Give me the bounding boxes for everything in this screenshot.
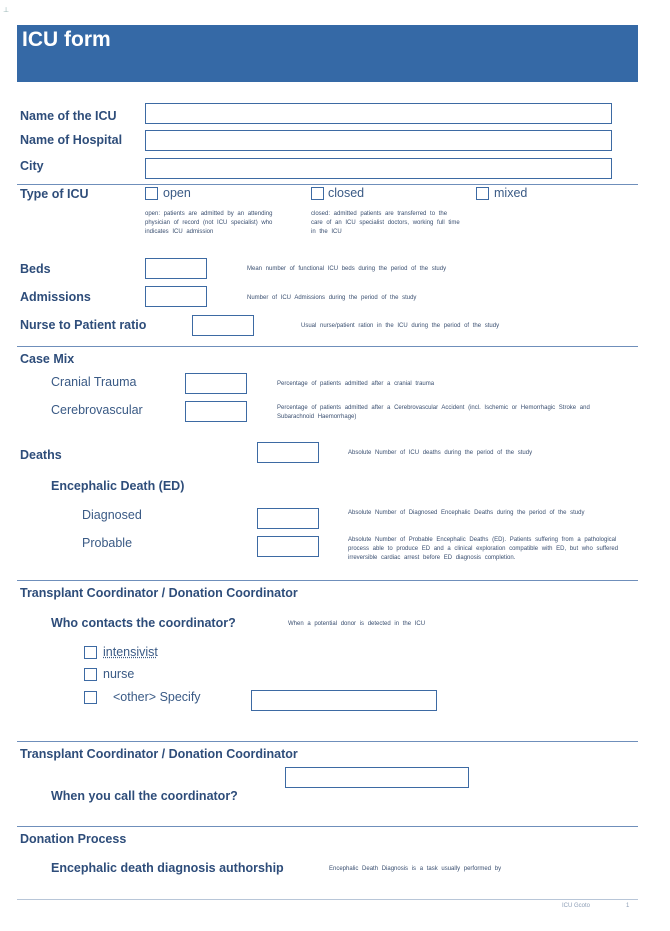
when-call-question: When you call the coordinator? xyxy=(51,789,238,803)
nurse-ratio-note: Usual nurse/patient ration in the ICU during the period of the study xyxy=(301,323,500,329)
label-hospital-name: Name of Hospital xyxy=(20,133,123,147)
page-corner-mark: ⊥ xyxy=(3,7,10,14)
page-number: 1 xyxy=(626,903,630,909)
intensivist-checkbox[interactable] xyxy=(84,646,97,659)
divider xyxy=(17,184,638,185)
label-nurse-ratio: Nurse to Patient ratio xyxy=(20,318,147,332)
footer-divider xyxy=(17,899,638,900)
ed-authorship-question: Encephalic death diagnosis authorship xyxy=(51,861,284,875)
label-beds: Beds xyxy=(20,262,51,276)
label-probable: Probable xyxy=(82,536,133,550)
divider xyxy=(17,826,638,827)
other-label: <other> Specify xyxy=(113,690,201,704)
ed-authorship-note: Encephalic Death Diagnosis is a task usually performed by xyxy=(329,866,502,872)
footer-text: ICU Gcoto xyxy=(562,903,591,909)
cranial-trauma-field[interactable] xyxy=(185,373,247,394)
beds-field[interactable] xyxy=(145,258,207,279)
other-specify-field[interactable] xyxy=(251,690,437,711)
beds-note: Mean number of functional ICU beds during the period of the study xyxy=(247,266,447,272)
nurse-label: nurse xyxy=(103,667,135,681)
other-checkbox[interactable] xyxy=(84,691,97,704)
open-label: open xyxy=(163,186,191,200)
probable-note: Absolute Number of Probable Encephalic Deaths (ED). Patients suffering from a pathological process able to produce ED and a clinical exploration compatible with ED, but who suffered irreversible cardiac arrest before ED diagnosis completion. xyxy=(348,537,619,561)
coordinator-heading-2: Transplant Coordinator / Donation Coordinator xyxy=(20,747,298,761)
admissions-field[interactable] xyxy=(145,286,207,307)
deaths-note: Absolute Number of ICU deaths during the period of the study xyxy=(348,450,533,456)
cerebrovascular-note: Percentage of patients admitted after a Cerebrovascular Accident (incl. Ischemic or Hemorrhagic Stroke and Subarachnoid Haemorrhage) xyxy=(277,405,590,420)
diagnosed-field[interactable] xyxy=(257,508,319,529)
label-city: City xyxy=(20,159,44,173)
nurse-ratio-field[interactable] xyxy=(192,315,254,336)
city-field[interactable] xyxy=(145,158,612,179)
donation-process-heading: Donation Process xyxy=(20,832,127,846)
label-icu-name: Name of the ICU xyxy=(20,109,117,123)
probable-field[interactable] xyxy=(257,536,319,557)
intensivist-label: intensivist xyxy=(103,645,158,659)
mixed-label: mixed xyxy=(494,186,528,200)
divider xyxy=(17,580,638,581)
case-mix-heading: Case Mix xyxy=(20,352,75,366)
encephalic-death-heading: Encephalic Death (ED) xyxy=(51,479,185,493)
who-contacts-question: Who contacts the coordinator? xyxy=(51,616,236,630)
coordinator-heading: Transplant Coordinator / Donation Coordinator xyxy=(20,586,298,600)
divider xyxy=(17,346,638,347)
nurse-checkbox[interactable] xyxy=(84,668,97,681)
cerebrovascular-field[interactable] xyxy=(185,401,247,422)
deaths-heading: Deaths xyxy=(20,448,62,462)
label-diagnosed: Diagnosed xyxy=(82,508,142,522)
deaths-field[interactable] xyxy=(257,442,319,463)
closed-label: closed xyxy=(328,186,365,200)
call-coordinator-field[interactable] xyxy=(285,767,469,788)
form-title: ICU form xyxy=(22,28,111,51)
hospital-name-field[interactable] xyxy=(145,130,612,151)
label-admissions: Admissions xyxy=(20,290,91,304)
label-icu-type: Type of ICU xyxy=(20,187,89,201)
open-description: open: patients are admitted by an attending physician of record (not ICU specialist) who indicates ICU admission xyxy=(145,211,273,235)
open-checkbox[interactable] xyxy=(145,187,158,200)
divider xyxy=(17,741,638,742)
who-contacts-note: When a potential donor is detected in the ICU xyxy=(288,621,426,627)
mixed-checkbox[interactable] xyxy=(476,187,489,200)
icu-name-field[interactable] xyxy=(145,103,612,124)
cranial-note: Percentage of patients admitted after a cranial trauma xyxy=(277,381,435,387)
closed-description: closed: admitted patients are transferred to the care of an ICU specialist doctors, working full time in the ICU xyxy=(311,211,460,235)
admissions-note: Number of ICU Admissions during the period of the study xyxy=(247,295,417,301)
label-cranial-trauma: Cranial Trauma xyxy=(51,375,137,389)
diagnosed-note: Absolute Number of Diagnosed Encephalic Deaths during the period of the study xyxy=(348,510,585,516)
closed-checkbox[interactable] xyxy=(311,187,324,200)
label-cerebrovascular: Cerebrovascular xyxy=(51,403,143,417)
